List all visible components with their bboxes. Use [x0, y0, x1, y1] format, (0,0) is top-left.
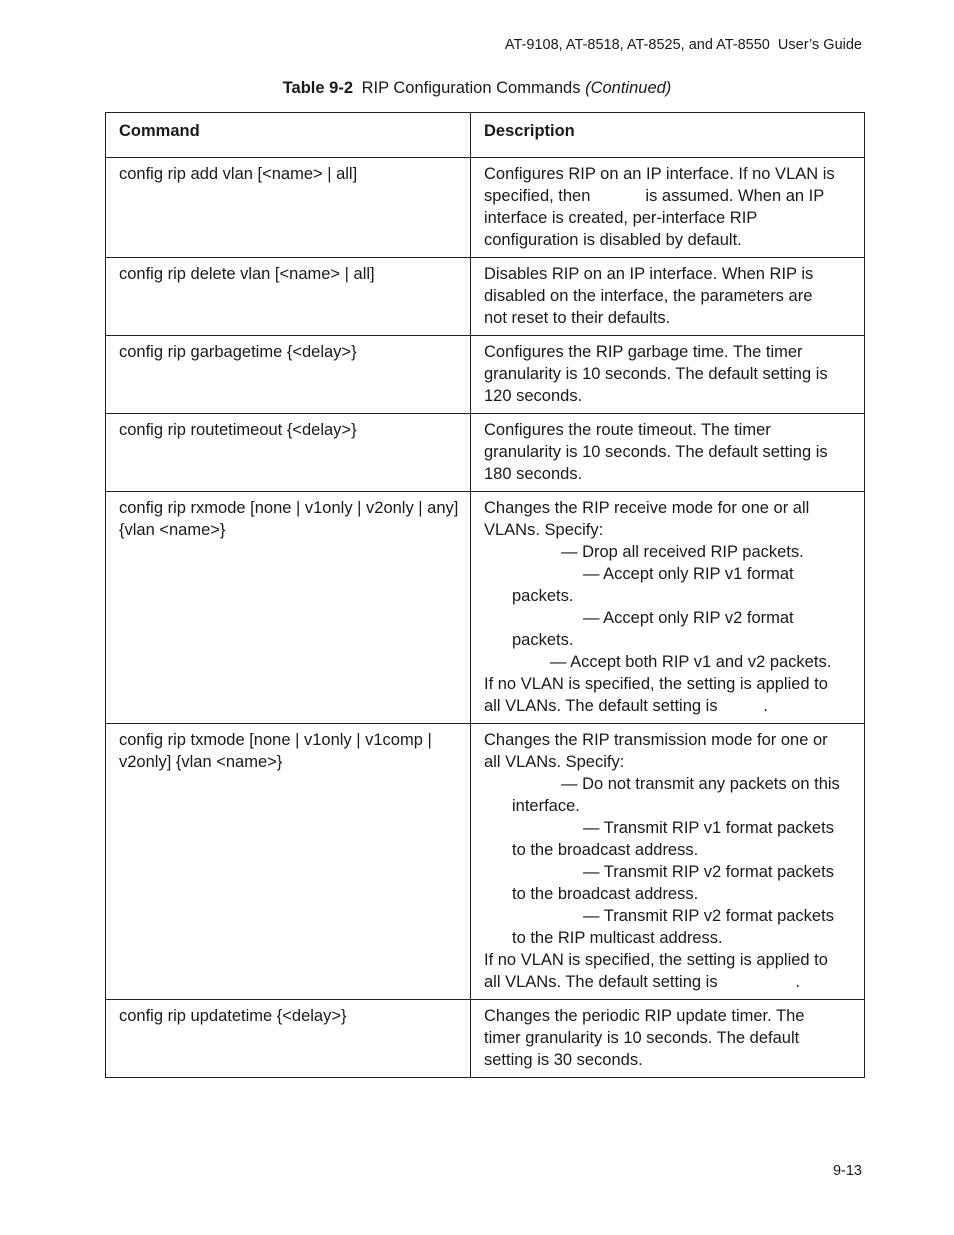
description-line: If no VLAN is specified, the setting is applied to	[484, 675, 828, 693]
caption-continued: (Continued)	[585, 79, 672, 97]
command-cell: config rip routetimeout {<delay>}	[106, 414, 471, 492]
description-line: 180 seconds.	[484, 465, 583, 483]
description-line: granularity is 10 seconds. The default setting is	[484, 443, 828, 461]
table-row	[106, 414, 865, 492]
command-cell: config rip add vlan [<name> | all]	[106, 158, 471, 258]
description-line: Changes the RIP transmission mode for one or	[484, 731, 828, 749]
description-line: disabled on the interface, the parameters are	[484, 287, 813, 305]
description-line: all VLANs. The default setting is .	[484, 973, 801, 991]
command-cell: config rip txmode [none | v1only | v1comp | v2only] {vlan <name>}	[106, 724, 471, 1000]
description-line: packets.	[512, 631, 574, 649]
description-line: 120 seconds.	[484, 387, 583, 405]
description-line: packets.	[512, 587, 574, 605]
description-cell	[471, 414, 865, 492]
table-row	[106, 258, 865, 336]
description-line: setting is 30 seconds.	[484, 1051, 643, 1069]
description-line: Configures the route timeout. The timer	[484, 421, 771, 439]
caption-label: Table 9-2	[282, 79, 353, 97]
description-line: interface is created, per-interface RIP	[484, 209, 758, 227]
description-column-header: Description	[471, 113, 865, 158]
description-line: — Accept only RIP v2 format	[583, 609, 794, 627]
description-line: — Do not transmit any packets on this	[561, 775, 840, 793]
table-row	[106, 158, 865, 258]
description-line: all VLANs. Specify:	[484, 753, 625, 771]
description-line: Changes the periodic RIP update timer. The	[484, 1007, 805, 1025]
description-line: — Accept both RIP v1 and v2 packets.	[550, 653, 832, 671]
description-line: If no VLAN is specified, the setting is applied to	[484, 951, 828, 969]
description-cell	[471, 158, 865, 258]
description-line: VLANs. Specify:	[484, 521, 604, 539]
description-line: — Transmit RIP v1 format packets	[583, 819, 834, 837]
description-line: not reset to their defaults.	[484, 309, 671, 327]
table-body	[106, 158, 865, 1078]
running-header: AT-9108, AT-8518, AT-8525, and AT-8550 User’s Guide	[504, 37, 862, 53]
table-caption	[0, 79, 954, 98]
command-cell: config rip rxmode [none | v1only | v2only | any] {vlan <name>}	[106, 492, 471, 724]
description-line: Configures RIP on an IP interface. If no VLAN is	[484, 165, 835, 183]
description-cell	[471, 1000, 865, 1078]
description-line: Disables RIP on an IP interface. When RIP is	[484, 265, 814, 283]
table-row	[106, 336, 865, 414]
description-line: timer granularity is 10 seconds. The default	[484, 1029, 800, 1047]
description-line: — Drop all received RIP packets.	[561, 543, 804, 561]
description-line: — Transmit RIP v2 format packets	[583, 863, 834, 881]
page-number: 9-13	[832, 1163, 862, 1179]
description-cell	[471, 492, 865, 724]
command-column-header: Command	[106, 113, 471, 158]
description-cell	[471, 258, 865, 336]
command-cell: config rip updatetime {<delay>}	[106, 1000, 471, 1078]
table-header-row	[106, 113, 865, 158]
table-row	[106, 1000, 865, 1078]
command-cell: config rip garbagetime {<delay>}	[106, 336, 471, 414]
description-line: to the RIP multicast address.	[512, 929, 723, 947]
description-line: to the broadcast address.	[512, 841, 699, 859]
description-line: Configures the RIP garbage time. The timer	[484, 343, 803, 361]
rip-commands-table	[105, 112, 865, 1078]
description-line: — Accept only RIP v1 format	[583, 565, 794, 583]
description-line: interface.	[512, 797, 580, 815]
description-line: — Transmit RIP v2 format packets	[583, 907, 834, 925]
description-line: configuration is disabled by default.	[484, 231, 742, 249]
description-line: Changes the RIP receive mode for one or all	[484, 499, 810, 517]
table-row	[106, 724, 865, 1000]
description-line: specified, then is assumed. When an IP	[484, 187, 825, 205]
description-cell	[471, 336, 865, 414]
description-cell	[471, 724, 865, 1000]
description-line: to the broadcast address.	[512, 885, 699, 903]
table-row	[106, 492, 865, 724]
caption-title: RIP Configuration Commands	[361, 79, 581, 97]
description-line: all VLANs. The default setting is .	[484, 697, 768, 715]
description-line: granularity is 10 seconds. The default setting is	[484, 365, 828, 383]
command-cell: config rip delete vlan [<name> | all]	[106, 258, 471, 336]
